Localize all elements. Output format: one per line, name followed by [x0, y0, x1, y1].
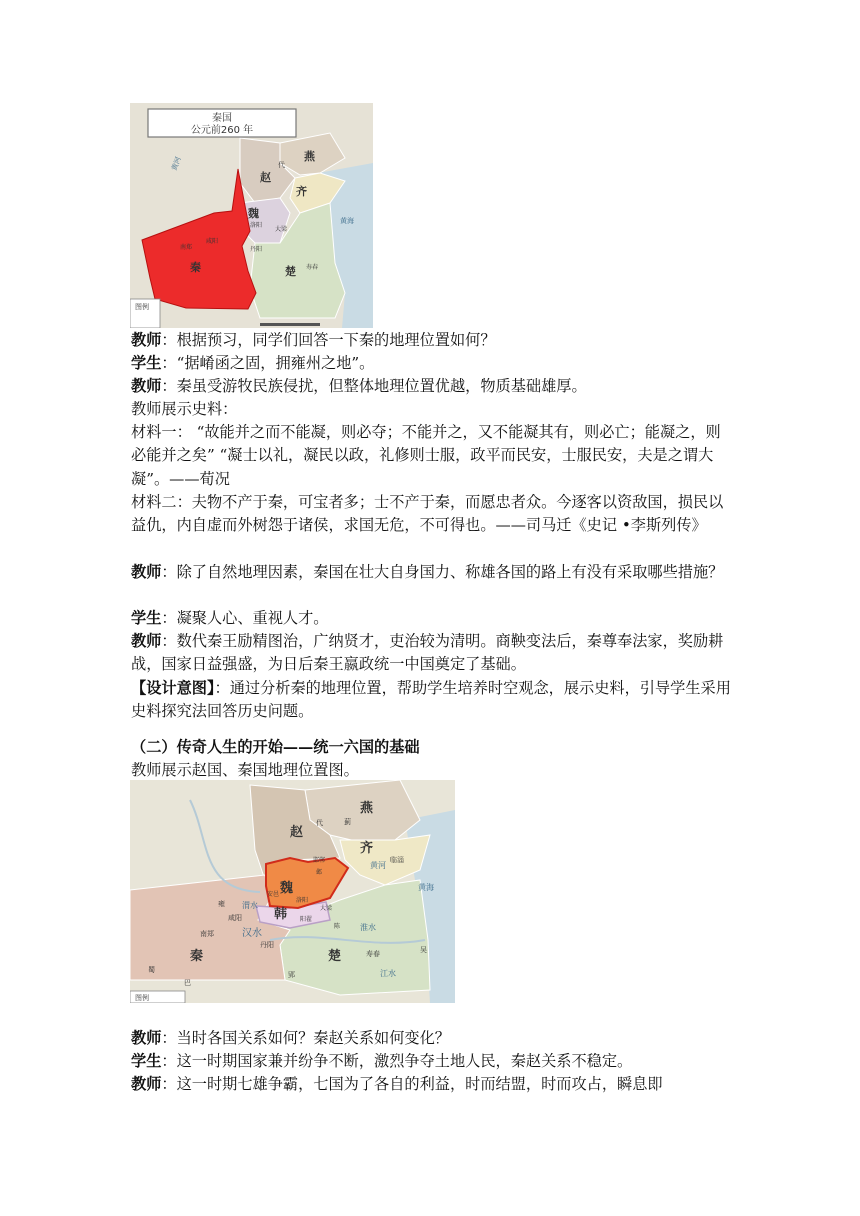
map2-label-yangzhai: 阳翟: [300, 916, 313, 923]
map1-label-xianyang: 咸阳: [206, 238, 219, 245]
dialogue-line: [131, 1073, 731, 1096]
map1-label-huanghe: 黄河: [170, 155, 183, 172]
map2-label-linzi: 临淄: [390, 856, 404, 864]
map1-title-line2: 公元前260 年: [190, 125, 254, 136]
map2-label-yan: 燕: [360, 801, 374, 816]
dialogue-text: ：当时各国关系如何？秦赵关系如何变化？: [161, 1029, 450, 1047]
map1-label-chu: 楚: [285, 265, 296, 278]
map2-label-huanghe: 黄河: [370, 861, 386, 870]
dialogue-line: [131, 1050, 731, 1073]
map1-label-wei: 魏: [248, 207, 259, 220]
section-heading: （二）传奇人生的开始——统一六国的基础: [131, 738, 420, 756]
map2-label-jiangshui: 江水: [380, 969, 396, 978]
map2-label-hanshui: 汉水: [242, 928, 262, 939]
map2-label-ying: 郢: [288, 971, 295, 979]
text-line: 教师展示赵国、秦国地理位置图。: [131, 761, 359, 779]
material-two: 材料二：夫物不产于秦，可宝者多；士不产于秦，而愿忠者众。今逐客以资敌国，损民以益仇，内自虚而外树怨于诸侯，求国无危，不可得也。——司马迁《史记 •李斯列传》: [131, 493, 724, 535]
dialogue-text: ：除了自然地理因素，秦国在壮大自身国力、称雄各国的路上有没有采取哪些措施？: [161, 563, 724, 581]
speaker-label: 教师: [131, 1075, 162, 1093]
map-qin-260bc: [130, 103, 373, 328]
map-zhao-qin: [130, 780, 455, 1003]
map2-label-yong: 雍: [218, 900, 225, 908]
design-intent: [131, 677, 731, 724]
map2-label-dai: 代: [316, 819, 323, 827]
map1-label-daliang: 大梁: [275, 226, 288, 233]
map2-label-chu: 楚: [328, 949, 342, 964]
map2-label-wu: 吴: [420, 946, 427, 954]
map1-label-qi: 齐: [296, 185, 307, 198]
speaker-label: 教师: [131, 632, 162, 650]
dialogue-text: ：这一时期七雄争霸，七国为了各自的利益，时而结盟，时而攻占，瞬息即: [161, 1075, 663, 1093]
map1-label-danyang: 丹阳: [250, 246, 263, 253]
map2-label-shouchun: 寿春: [366, 950, 380, 958]
map1-label-nanzheng: 南郑: [180, 244, 193, 251]
map2-label-qi: 齐: [360, 841, 374, 856]
map2-label-shu: 蜀: [148, 966, 155, 974]
map2-legend: 图例: [135, 994, 149, 1002]
map1-label-zhao: 赵: [260, 171, 271, 184]
map1-label-huanghai: 黄海: [340, 217, 354, 225]
map1-label-shouchun: 寿春: [306, 264, 319, 271]
dialogue-line: [131, 329, 731, 352]
dialogue-line: [131, 1027, 731, 1050]
speaker-label: 教师: [131, 563, 162, 581]
dialogue-text: ：根据预习，同学们回答一下秦的地理位置如何？: [161, 331, 496, 349]
speaker-label: 学生: [131, 354, 162, 372]
dialogue-line: [131, 607, 731, 630]
map2-label-huaishui: 淮水: [360, 923, 376, 932]
map2-label-luoyang: 洛阳: [296, 897, 309, 904]
dialogue-line: [131, 375, 731, 398]
dialogue-text: ：秦虽受游牧民族侵扰，但整体地理位置优越，物质基础雄厚。: [161, 377, 587, 395]
text-line: 教师展示史料：: [131, 400, 238, 418]
speaker-label: 学生: [131, 609, 162, 627]
material-one: 材料一： “故能并之而不能凝，则必夺；不能并之，又不能凝其有，则必亡；能凝之，则必能并之矣” “凝士以礼，凝民以政，礼修则士服，政平而民安，士服民安，夫是之谓大凝”。——荀况: [131, 423, 721, 488]
map2-label-daliang: 大梁: [320, 905, 333, 912]
map1-label-dai: 代: [278, 161, 285, 169]
dialogue-text: ：“据崤函之固，拥雍州之地”。: [161, 354, 375, 372]
dialogue-text: ：这一时期国家兼并纷争不断，激烈争夺土地人民，秦赵关系不稳定。: [161, 1052, 633, 1070]
speaker-label: 教师: [131, 331, 162, 349]
dialogue-text: ：凝聚人心、重视人才。: [161, 609, 329, 627]
dialogue-paragraph: [131, 561, 731, 584]
map2-label-anyi: 安邑: [267, 891, 280, 898]
dialogue-text: ：数代秦王励精图治，广纳贤才，吏治较为清明。商鞅变法后，秦尊奉法家，奖励耕战，国家日益强盛，为日后秦王嬴政统一中国奠定了基础。: [131, 632, 724, 674]
map2-label-nanzheng: 南郑: [200, 930, 214, 938]
map1-label-yan: 燕: [304, 150, 315, 163]
speaker-label: 教师: [131, 377, 162, 395]
map2-label-ji: 蓟: [344, 818, 351, 826]
map1-label-luoyang: 洛阳: [250, 222, 263, 229]
map2-label-ba: 巴: [184, 979, 191, 987]
dialogue-paragraph: [131, 630, 731, 677]
speaker-label: 教师: [131, 1029, 162, 1047]
design-intent-label: 【设计意图】: [131, 679, 215, 697]
map2-label-qin: 秦: [190, 949, 204, 964]
map2-label-weishui: 渭水: [242, 901, 258, 910]
map2-label-zhao: 赵: [290, 825, 304, 840]
map2-label-ye: 邺: [316, 869, 323, 876]
map2-label-huanghai: 黄海: [418, 883, 434, 892]
map2-label-xianyang: 咸阳: [228, 914, 242, 922]
dialogue-line: [131, 352, 731, 375]
map2-label-han: 韩: [274, 907, 288, 922]
map2-label-danyang: 丹阳: [260, 941, 274, 949]
design-intent-text: ：通过分析秦的地理位置，帮助学生培养时空观念，展示史料，引导学生采用史料探究法回答历史问题。: [131, 679, 731, 721]
map1-legend: 图例: [135, 303, 149, 311]
map1-label-qin: 秦: [190, 261, 201, 274]
speaker-label: 学生: [131, 1052, 162, 1070]
map2-label-chen: 陈: [334, 923, 341, 930]
map2-label-handan: 邯郸: [313, 857, 326, 864]
map1-title-line1: 秦国: [212, 113, 232, 124]
map2-label-wei: 魏: [280, 881, 294, 896]
